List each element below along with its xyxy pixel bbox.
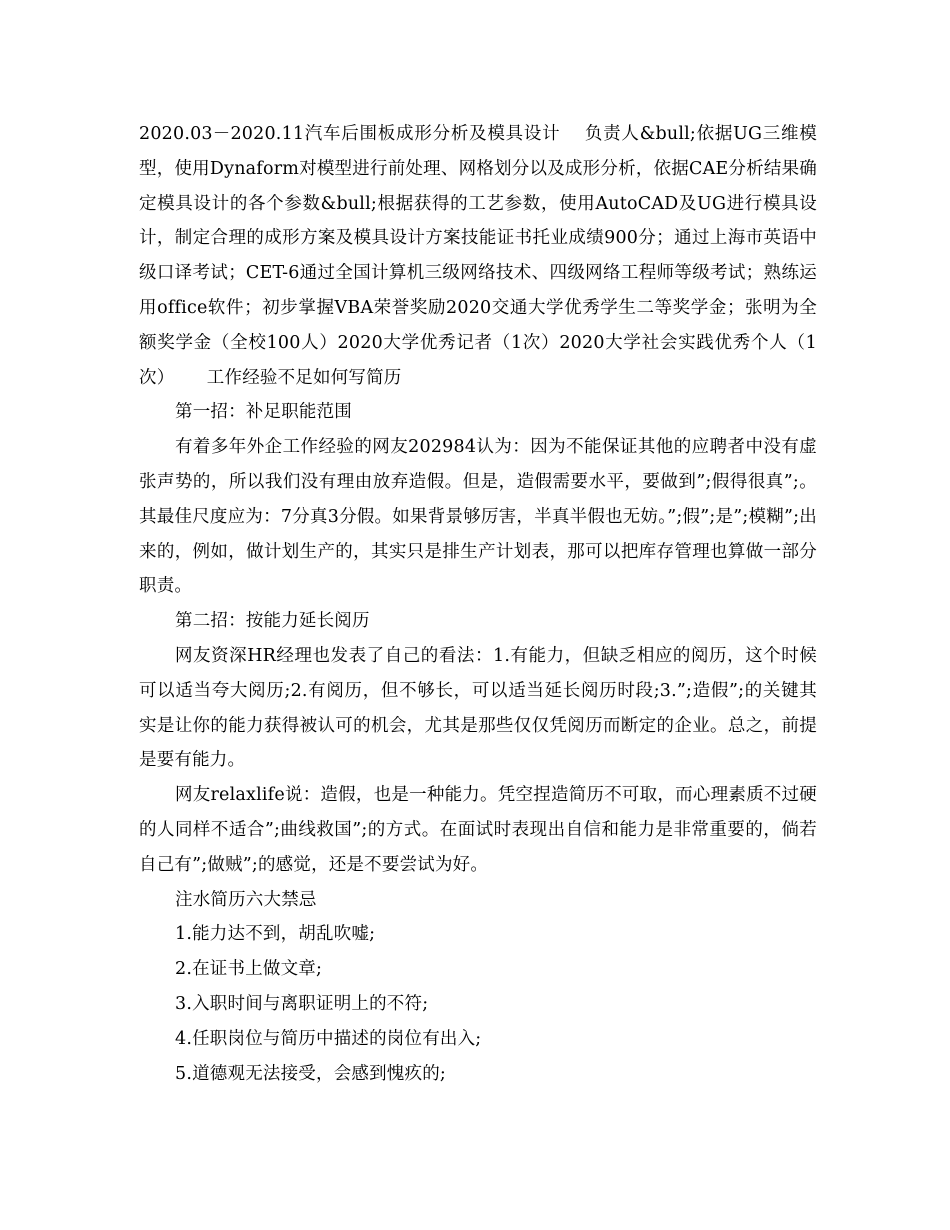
list-item: 3.入职时间与离职证明上的不符;	[175, 993, 429, 1014]
document-body	[139, 117, 817, 1091]
list-item: 1.能力达不到，胡乱吹嘘;	[175, 924, 376, 945]
body-paragraph-2: 网友资深HR经理也发表了自己的看法：1.有能力，但缺乏相应的阅历，这个时候可以适当夸大阅历;2.有阅历，但不够长，可以适当延长阅历时段;3.”;造假”;的关键其实是让你的能力获得被认可的机会，尤其是那些仅仅凭阅历而断定的企业。总之，前提是要有能力。	[139, 645, 817, 771]
list-item: 2.在证书上做文章;	[175, 959, 323, 980]
body-paragraph-1: 有着多年外企工作经验的网友202984认为：因为不能保证其他的应聘者中没有虚张声势的，所以我们没有理由放弃造假。但是，造假需要水平，要做到”;假得很真”;。其最佳尺度应为：7分真3分假。如果背景够厉害，半真半假也无妨。”;假”;是”;模糊”;出来的，例如，做计划生产的，其实只是排生产计划表，那可以把库存管理也算做一部分职责。	[139, 437, 817, 597]
section-heading-2: 第二招：按能力延长阅历	[175, 611, 370, 632]
body-paragraph-3: 网友relaxlife说：造假，也是一种能力。凭空捏造简历不可取，而心理素质不过硬的人同样不适合”;曲线救国”;的方式。在面试时表现出自信和能力是非常重要的，倘若自己有”;做贼”;的感觉，还是不要尝试为好。	[139, 785, 817, 875]
list-item: 5.道德观无法接受，会感到愧疚的;	[175, 1063, 446, 1084]
resume-paragraph: 2020.03－2020.11汽车后围板成形分析及模具设计 负责人&bull;依据UG三维模型，使用Dynaform对模型进行前处理、网格划分以及成形分析，依据CAE分析结果确定模具设计的各个参数&bull;根据获得的工艺参数，使用AutoCAD及UG进行模具设计，制定合理的成形方案及模具设计方案技能证书托业成绩900分；通过上海市英语中级口译考试；CET-6通过全国计算机三级网络技术、四级网络工程师等级考试；熟练运用office软件；初步掌握VBA荣誉奖励2020交通大学优秀学生二等奖学金；张明为全额奖学金（全校100人）2020大学优秀记者（1次）2020大学社会实践优秀个人（1次） 工作经验不足如何写简历	[139, 124, 817, 388]
list-item: 4.任职岗位与简历中描述的岗位有出入;	[175, 1028, 482, 1049]
section-heading-1: 第一招：补足职能范围	[175, 402, 352, 423]
section-heading-3: 注水简历六大禁忌	[175, 889, 317, 910]
